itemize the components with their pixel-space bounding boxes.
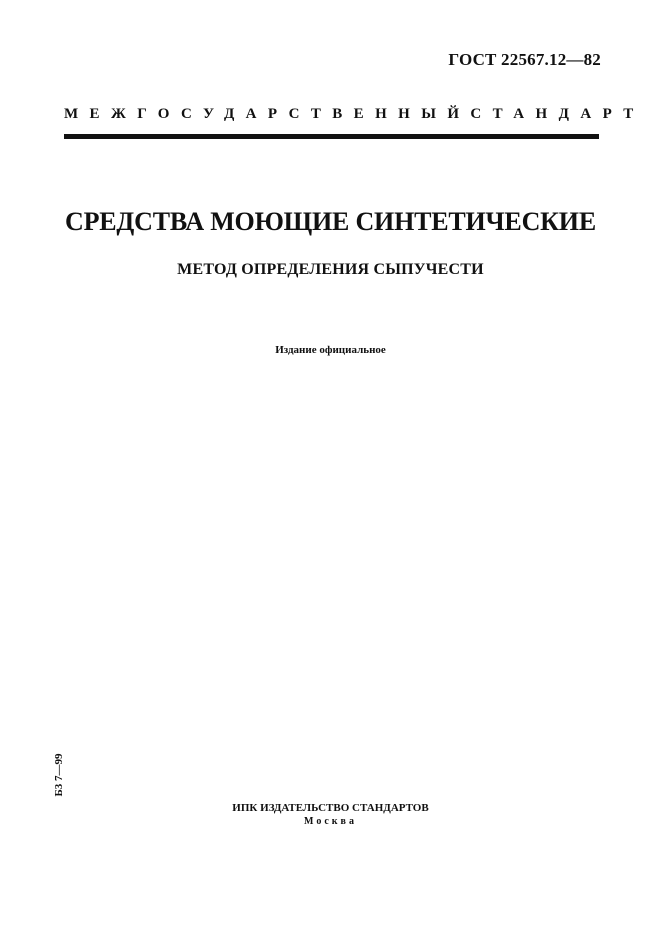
- edition-note: Издание официальное: [275, 344, 386, 356]
- document-subtitle: МЕТОД ОПРЕДЕЛЕНИЯ СЫПУЧЕСТИ: [177, 261, 484, 278]
- standard-type-word-standard: СТАНДАРТ: [470, 106, 645, 122]
- header-rule: [64, 134, 599, 139]
- catalog-code: Б3 7—99: [53, 753, 65, 797]
- publisher-city: Москва: [304, 816, 357, 827]
- standard-type-banner: [64, 106, 645, 123]
- gost-number: ГОСТ 22567.12—82: [448, 50, 601, 69]
- publisher-name: ИПК ИЗДАТЕЛЬСТВО СТАНДАРТОВ: [232, 802, 429, 814]
- document-title: СРЕДСТВА МОЮЩИЕ СИНТЕТИЧЕСКИЕ: [65, 207, 596, 236]
- standard-type-word-interstate: МЕЖГОСУДАРСТВЕННЫЙ: [64, 106, 471, 122]
